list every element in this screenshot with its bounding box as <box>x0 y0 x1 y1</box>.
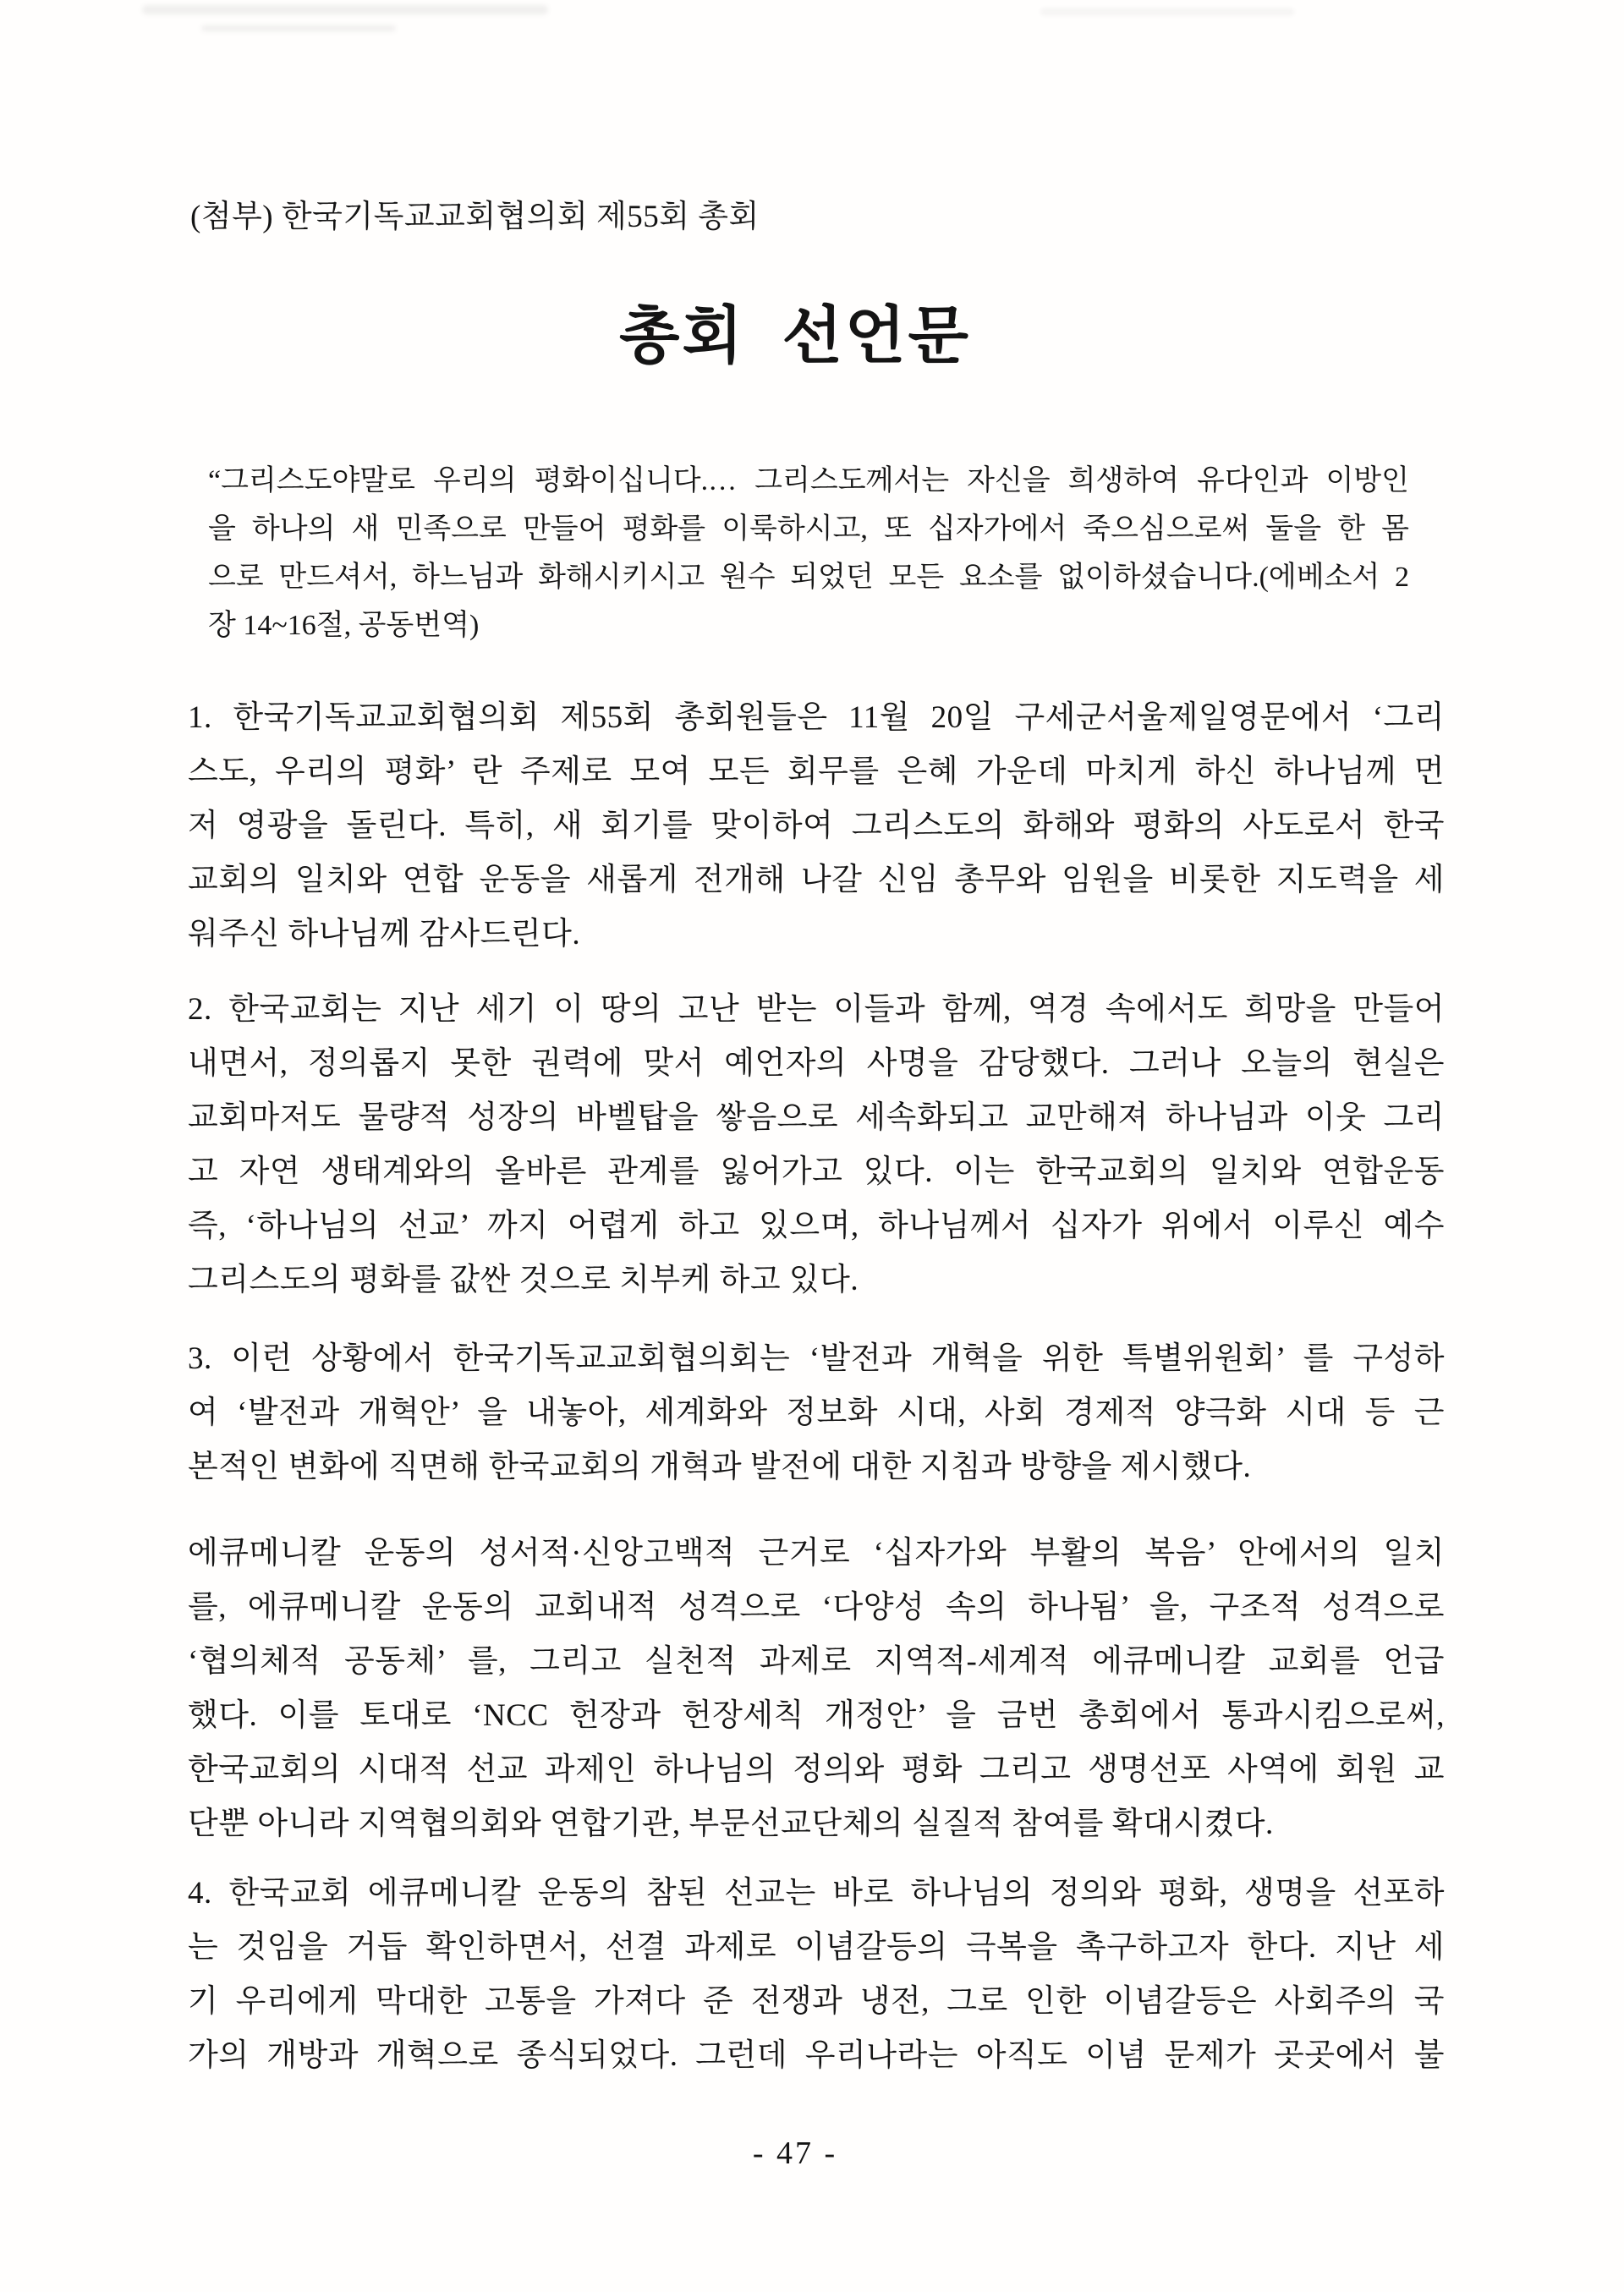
text-line: 교회의 일치와 연합 운동을 새롭게 전개해 나갈 신임 총무와 임원을 비롯한 지도력을 세 <box>188 863 1445 897</box>
scan-artifact <box>142 5 548 14</box>
paragraph-4 <box>188 1527 1445 1851</box>
text-line: 4. 한국교회 에큐메니칼 운동의 참된 선교는 바로 하나님의 정의와 평화, 생명을 선포하 <box>188 1876 1445 1911</box>
text-line: 워주신 하나님께 감사드린다. <box>188 917 581 951</box>
page-title: 총회 선언문 <box>619 302 971 371</box>
text-line: ‘협의체적 공동체’ 를, 그리고 실천적 과제로 지역적-세계적 에큐메니칼 교회를 언급 <box>188 1644 1445 1679</box>
text-line: 저 영광을 돌린다. 특히, 새 회기를 맞이하여 그리스도의 화해와 평화의 사도로서 한국 <box>188 809 1445 843</box>
attachment-label: (첨부) 한국기독교교회협의회 제55회 총회 <box>190 200 760 234</box>
paragraph-2 <box>188 983 1445 1308</box>
text-line: 본적인 변화에 직면해 한국교회의 개혁과 발전에 대한 지침과 방향을 제시했다. <box>188 1450 1252 1484</box>
text-line: 교회마저도 물량적 성장의 바벨탑을 쌓음으로 세속화되고 교만해져 하나님과 이웃 그리 <box>188 1100 1445 1135</box>
quote-line: “그리스도야말로 우리의 평화이십니다.… 그리스도께서는 자신을 희생하여 유다인과 이방인 <box>208 465 1409 496</box>
scripture-quote <box>208 457 1409 650</box>
text-line: 기 우리에게 막대한 고통을 가져다 준 전쟁과 냉전, 그로 인한 이념갈등은 사회주의 국 <box>188 1984 1445 2019</box>
text-line: 는 것임을 거듭 확인하면서, 선결 과제로 이념갈등의 극복을 촉구하고자 한다. 지난 세 <box>188 1930 1445 1965</box>
text-line: 에큐메니칼 운동의 성서적·신앙고백적 근거로 ‘십자가와 부활의 복음’ 안에서의 일치 <box>188 1536 1445 1571</box>
quote-line: 장 14~16절, 공동번역) <box>208 610 480 641</box>
paragraph-3 <box>188 1332 1445 1494</box>
text-line: 를, 에큐메니칼 운동의 교회내적 성격으로 ‘다양성 속의 하나됨’ 을, 구조적 성격으로 <box>188 1590 1445 1625</box>
text-line: 했다. 이를 토대로 ‘NCC 헌장과 헌장세칙 개정안’ 을 금번 총회에서 통과시킴으로써, <box>188 1698 1445 1733</box>
scan-artifact <box>1040 8 1294 15</box>
paragraph-5 <box>188 1867 1445 2083</box>
text-line: 여 ‘발전과 개혁안’ 을 내놓아, 세계화와 정보화 시대, 사회 경제적 양극화 시대 등 근 <box>188 1395 1445 1430</box>
text-line: 3. 이런 상황에서 한국기독교교회협의회는 ‘발전과 개혁을 위한 특별위원회’ 를 구성하 <box>188 1341 1445 1376</box>
text-line: 즉, ‘하나님의 선교’ 까지 어렵게 하고 있으며, 하나님께서 십자가 위에서 이루신 예수 <box>188 1209 1445 1243</box>
paragraph-1 <box>188 691 1445 962</box>
text-line: 2. 한국교회는 지난 세기 이 땅의 고난 받는 이들과 함께, 역경 속에서도 희망을 만들어 <box>188 992 1445 1027</box>
text-line: 그리스도의 평화를 값싼 것으로 치부케 하고 있다. <box>188 1263 859 1297</box>
text-line: 내면서, 정의롭지 못한 권력에 맞서 예언자의 사명을 감당했다. 그러나 오늘의 현실은 <box>188 1046 1445 1081</box>
quote-line: 으로 만드셔서, 하느님과 화해시키시고 원수 되었던 모든 요소를 없이하셨습니다.(에베소서 2 <box>208 562 1409 593</box>
text-line: 1. 한국기독교교회협의회 제55회 총회원들은 11월 20일 구세군서울제일영문에서 ‘그리 <box>188 700 1445 735</box>
scan-artifact <box>201 25 396 31</box>
text-line: 고 자연 생태계와의 올바른 관계를 잃어가고 있다. 이는 한국교회의 일치와 연합운동 <box>188 1154 1445 1189</box>
text-line: 가의 개방과 개혁으로 종식되었다. 그런데 우리나라는 아직도 이념 문제가 곳곳에서 불 <box>188 2038 1445 2073</box>
text-line: 단뿐 아니라 지역협의회와 연합기관, 부문선교단체의 실질적 참여를 확대시켰다. <box>188 1807 1274 1841</box>
text-line: 스도, 우리의 평화’ 란 주제로 모여 모든 회무를 은혜 가운데 마치게 하신 하나님께 먼 <box>188 754 1445 789</box>
page-number: - 47 - <box>752 2136 838 2171</box>
quote-line: 을 하나의 새 민족으로 만들어 평화를 이룩하시고, 또 십자가에서 죽으심으로써 둘을 한 몸 <box>208 513 1409 545</box>
text-line: 한국교회의 시대적 선교 과제인 하나님의 정의와 평화 그리고 생명선포 사역에 회원 교 <box>188 1752 1445 1787</box>
